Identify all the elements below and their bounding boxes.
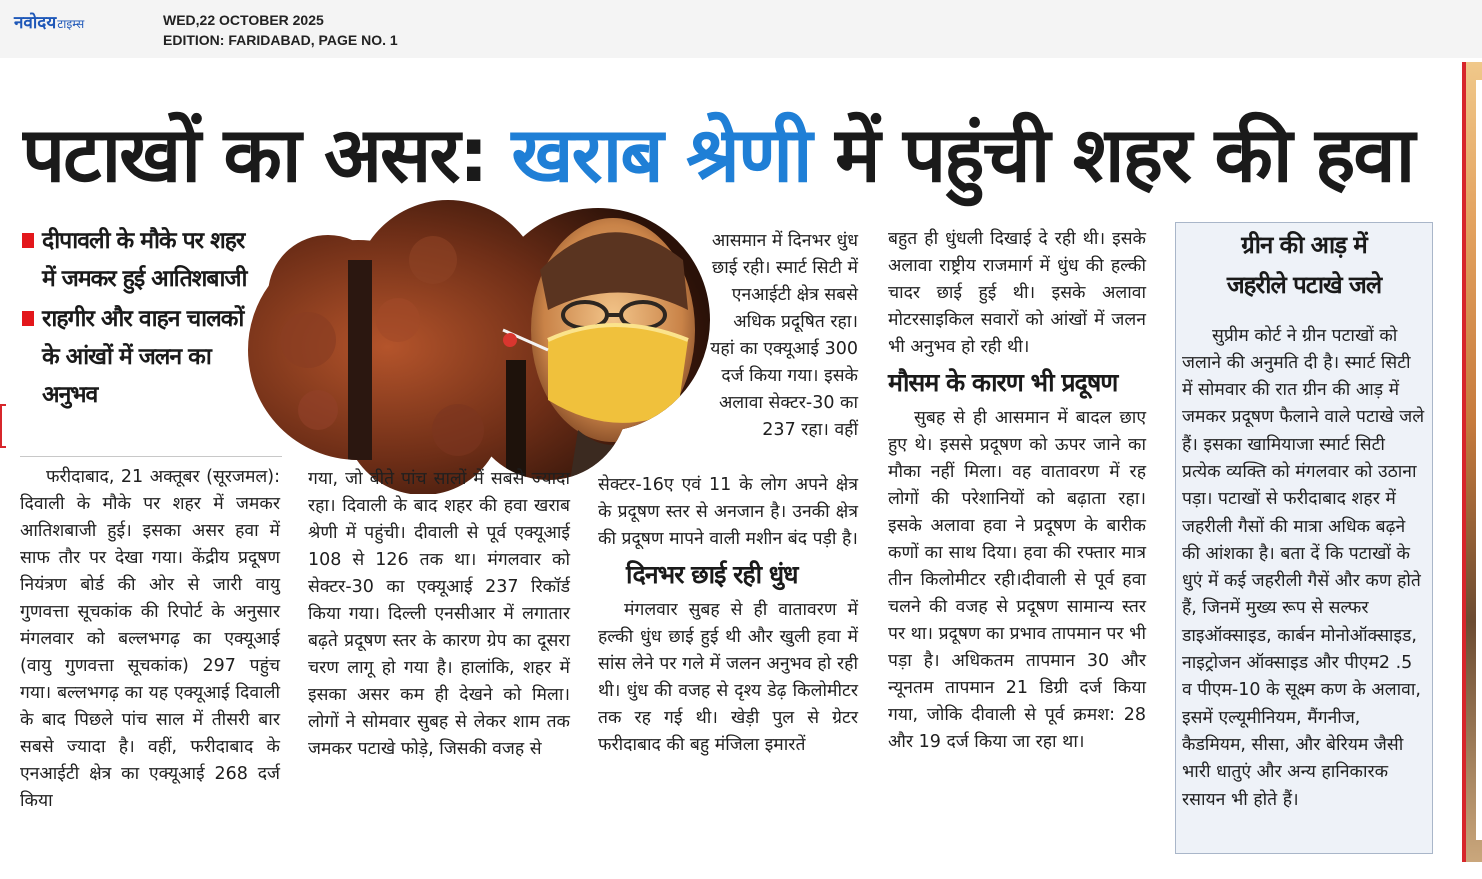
highlight-text-1: दीपावली के मौके पर शहर में जमकर हुई आतिशबाजी: [42, 228, 247, 292]
left-edge-marker: [0, 404, 6, 448]
adjacent-article-gap: [1476, 80, 1482, 840]
article-column-3-top: [706, 228, 858, 444]
sidebar-title: [1176, 225, 1432, 305]
highlight-item: [20, 300, 252, 414]
highlight-item: [20, 222, 252, 298]
article-column-4: [888, 226, 1146, 756]
highlight-text-2: राहगीर और वाहन चालकों के आंखों में जलन का अनुभव: [42, 306, 244, 408]
sidebar-title-line-2: जहरीले पटाखे जले: [1226, 271, 1382, 299]
adjacent-article-edge: [1462, 62, 1482, 862]
headline-part-1: पटाखों का असर:: [22, 110, 487, 199]
sidebar-box: [1175, 222, 1433, 854]
headline-part-3: में पहुंची शहर की हवा: [835, 110, 1414, 199]
sidebar-paragraph: सुप्रीम कोर्ट ने ग्रीन पटाखों को जलाने की अनुमति दी है। स्मार्ट सिटी में सोमवार की रात ग्रीन की आड़ में जमकर प्रदूषण फैलाने वाले पटाखे जले हैं। इसका खामियाजा स्मार्ट सिटी प्रत्येक व्यक्ति को मंगलवार को उठाना पड़ा। पटाखों से फरीदाबाद शहर में जहरीली गैसों की मात्रा अधिक बढ़ने की आंशका है। बता दें कि पटाखों के धुएं में कई जहरीली गैसें और कण होते हैं, जिनमें मुख्य रूप से सल्फर डाइऑक्साइड, कार्बन मोनोऑक्साइड, नाइट्रोजन ऑक्साइड और पीएम2 .5 व पीएम-10 के सूक्ष्म कण के अलावा, इसमें एल्यूमीनियम, मैंगनीज, कैडमियम, सीसा, और बेरियम जैसी भारी धातुएं और अन्य हानिकारक रसायन भी होते हैं।: [1182, 325, 1425, 810]
news-photo: [248, 200, 712, 494]
subheading-dinbhar: दिनभर छाई रही धुंध: [626, 560, 798, 589]
article-column-2: [308, 466, 570, 763]
article-paragraph: बहुत ही धुंधली दिखाई दे रही थी। इसके अलावा राष्ट्रीय राजमार्ग में धुंध की हल्की चादर छाई हुई थी। इसके अलावा मोटरसाइकिल सवारों को आंखों में जलन भी अनुभव हो रही थी।: [888, 229, 1146, 357]
article-paragraph: गया, जो बीते पांच सालों में सबसे ज्यादा रहा। दिवाली के बाद शहर की हवा खराब श्रेणी में पहुंची। दीवाली से पूर्व एक्यूआई 108 से 126 तक था। मंगलवार को सेक्टर-30 का एक्यूआई 237 रिकॉर्ड किया गया। दिल्ली एनसीआर में लगातार बढ़ते प्रदूषण स्तर के कारण ग्रेप का दूसरा चरण लागू हो गया है। हालांकि, शहर में इसका असर कम ही देखने को मिला। लोगों ने सोमवार सुबह से लेकर शाम तक जमकर पटाखे फोड़े, जिसकी वजह से: [308, 469, 570, 759]
highlights-divider: [20, 456, 282, 457]
edition-page: EDITION: FARIDABAD, PAGE NO. 1: [163, 32, 398, 48]
red-square-bullet-icon: [22, 233, 34, 248]
article-paragraph: मंगलवार सुबह से ही वातावरण में हल्की धुंध छाई हुई थी और खुली हवा में सांस लेने पर गले में जलन अनुभव हो रही थी। धुंध की वजह से दृश्य डेढ़ किलोमीटर तक रह गई थी। खेड़ी पुल से ग्रेटर फरीदाबाद की बहु मंजिला इमारतें: [598, 600, 858, 755]
newspaper-logo[interactable]: [14, 10, 84, 33]
sidebar-title-line-1: ग्रीन की आड़ में: [1241, 231, 1367, 259]
highlights-box: [20, 222, 252, 416]
headline-part-blue: खराब श्रेणी: [511, 110, 811, 199]
edition-info: [163, 10, 398, 50]
article-column-3: [598, 472, 858, 759]
article-paragraph: सुबह से ही आसमान में बादल छाए हुए थे। इससे प्रदूषण को ऊपर जाने का मौका नहीं मिला। वह वातावरण में रह लोगों की परेशानियों को बढ़ाता रहा। इसके अलावा हवा ने प्रदूषण के बारीक कणों का साथ दिया। हवा की रफ्तार मात्र तीन किलोमीटर रही।दीवाली से पूर्व हवा चलने की वजह से प्रदूषण सामान्य स्तर पर था। प्रदूषण का प्रभाव तापमान पर भी पड़ा है। अधिकतम तापमान 30 और न्यूनतम तापमान 21 डिग्री दर्ज किया गया, जोकि दीवाली से पूर्व क्रमश: 28 और 19 दर्ज किया जा रहा था।: [888, 408, 1146, 752]
article-paragraph: सेक्टर-16ए एवं 11 के लोग अपने क्षेत्र के प्रदूषण स्तर से अनजान है। उनकी क्षेत्र की प्रदूषण मापने वाली मशीन बंद पड़ी है।: [598, 475, 858, 549]
edition-date: WED,22 OCTOBER 2025: [163, 12, 324, 28]
red-square-bullet-icon: [22, 311, 34, 326]
subheading-mausam: मौसम के कारण भी प्रदूषण: [888, 368, 1118, 397]
article-column-1: [20, 464, 280, 815]
sidebar-body: [1182, 323, 1426, 814]
main-headline: [22, 100, 1442, 210]
masthead-bar: [0, 0, 1482, 58]
article-paragraph: फरीदाबाद, 21 अक्तूबर (सूरजमल): दिवाली के मौके पर शहर में जमकर आतिशबाजी हुई। इसका असर हवा में साफ तौर पर देखा गया। केंद्रीय प्रदूषण नियंत्रण बोर्ड की ओर से जारी वायु गुणवत्ता सूचकांक की रिपोर्ट के अनुसार मंगलवार को बल्लभगढ़ का एक्यूआई (वायु गुणवत्ता सूचकांक) 297 पहुंच गया। बल्लभगढ़ का यह एक्यूआई दिवाली के बाद पिछले पांच साल में तीसरी बार सबसे ज्यादा है। वहीं, फरीदाबाद के एनआईटी क्षेत्र का एक्यूआई 268 दर्ज किया: [20, 467, 280, 811]
logo-sub-text: टाइम्स: [57, 17, 85, 31]
article-paragraph: आसमान में दिनभर धुंध छाई रही। स्मार्ट सिटी में एनआईटी क्षेत्र सबसे अधिक प्रदूषित रहा। यहां का एक्यूआई 300 दर्ज किया गया। इसके अलावा सेक्टर-30 का 237 रहा। वहीं: [710, 231, 858, 440]
logo-main-text: नवोदय: [14, 13, 57, 33]
